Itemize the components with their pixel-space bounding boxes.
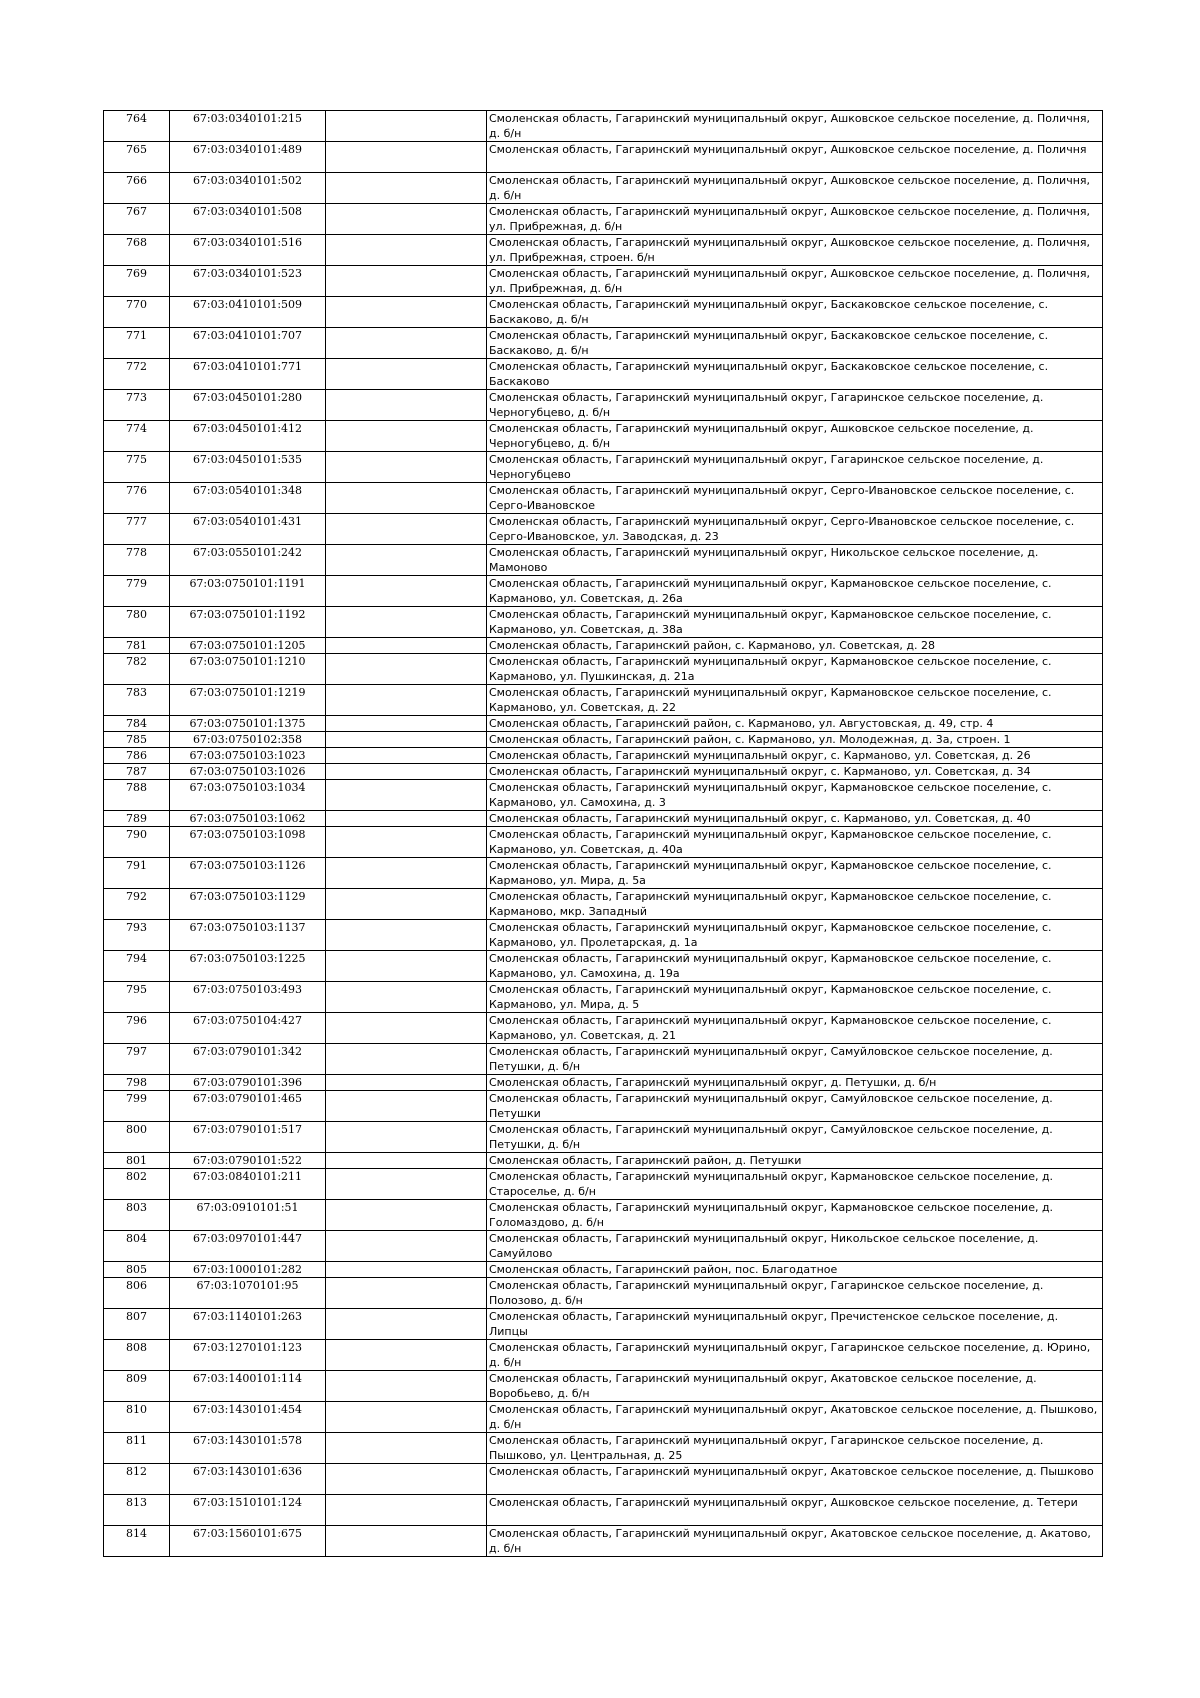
cadastral-number-cell: 67:03:0750103:1023 bbox=[170, 748, 326, 764]
empty-cell bbox=[326, 483, 487, 514]
empty-cell bbox=[326, 173, 487, 204]
row-number-cell: 783 bbox=[104, 685, 170, 716]
table-row bbox=[104, 1013, 1103, 1044]
cadastral-number-cell: 67:03:0410101:771 bbox=[170, 359, 326, 390]
table-row bbox=[104, 297, 1103, 328]
row-number-cell: 778 bbox=[104, 545, 170, 576]
address-cell: Смоленская область, Гагаринский муниципальный округ, Самуйловское сельское поселение, д. Петушки, д. б/н bbox=[487, 1122, 1103, 1153]
empty-cell bbox=[326, 421, 487, 452]
cadastral-number-cell: 67:03:0410101:509 bbox=[170, 297, 326, 328]
row-number-cell: 804 bbox=[104, 1231, 170, 1262]
empty-cell bbox=[326, 1402, 487, 1433]
empty-cell bbox=[326, 1153, 487, 1169]
table-row bbox=[104, 764, 1103, 780]
cadastral-number-cell: 67:03:0750101:1210 bbox=[170, 654, 326, 685]
address-cell: Смоленская область, Гагаринский район, с. Карманово, ул. Советская, д. 28 bbox=[487, 638, 1103, 654]
cadastral-number-cell: 67:03:0450101:412 bbox=[170, 421, 326, 452]
cadastral-number-cell: 67:03:0790101:342 bbox=[170, 1044, 326, 1075]
table-row bbox=[104, 1309, 1103, 1340]
table-row bbox=[104, 266, 1103, 297]
table-row bbox=[104, 421, 1103, 452]
empty-cell bbox=[326, 1122, 487, 1153]
address-cell: Смоленская область, Гагаринский муниципальный округ, с. Карманово, ул. Советская, д. 34 bbox=[487, 764, 1103, 780]
cadastral-number-cell: 67:03:0750101:1205 bbox=[170, 638, 326, 654]
row-number-cell: 788 bbox=[104, 780, 170, 811]
cadastral-table bbox=[103, 110, 1103, 1557]
empty-cell bbox=[326, 1231, 487, 1262]
empty-cell bbox=[326, 266, 487, 297]
table-row bbox=[104, 1200, 1103, 1231]
cadastral-number-cell: 67:03:0750103:1026 bbox=[170, 764, 326, 780]
address-cell: Смоленская область, Гагаринский муниципальный округ, Ашковское сельское поселение, д. Поличня, ул. Прибрежная, д. б/н bbox=[487, 204, 1103, 235]
empty-cell bbox=[326, 827, 487, 858]
empty-cell bbox=[326, 297, 487, 328]
address-cell: Смоленская область, Гагаринский муниципальный округ, Гагаринское сельское поселение, д. Пышково, ул. Центральная, д. 25 bbox=[487, 1433, 1103, 1464]
empty-cell bbox=[326, 748, 487, 764]
cadastral-number-cell: 67:03:0340101:502 bbox=[170, 173, 326, 204]
cadastral-number-cell: 67:03:0750103:1126 bbox=[170, 858, 326, 889]
empty-cell bbox=[326, 1262, 487, 1278]
table-row bbox=[104, 732, 1103, 748]
address-cell: Смоленская область, Гагаринский муниципальный округ, Акатовское сельское поселение, д. Пышково bbox=[487, 1464, 1103, 1495]
empty-cell bbox=[326, 328, 487, 359]
cadastral-number-cell: 67:03:0340101:508 bbox=[170, 204, 326, 235]
address-cell: Смоленская область, Гагаринский муниципальный округ, Ашковское сельское поселение, д. Поличня, ул. Прибрежная, д. б/н bbox=[487, 266, 1103, 297]
row-number-cell: 809 bbox=[104, 1371, 170, 1402]
row-number-cell: 767 bbox=[104, 204, 170, 235]
address-cell: Смоленская область, Гагаринский муниципальный округ, Гагаринское сельское поселение, д. Черногубцево, д. б/н bbox=[487, 390, 1103, 421]
row-number-cell: 785 bbox=[104, 732, 170, 748]
address-cell: Смоленская область, Гагаринский муниципальный округ, Баскаковское сельское поселение, с. Баскаково bbox=[487, 359, 1103, 390]
address-cell: Смоленская область, Гагаринский муниципальный округ, Ашковское сельское поселение, д. Поличня bbox=[487, 142, 1103, 173]
empty-cell bbox=[326, 1495, 487, 1526]
cadastral-number-cell: 67:03:1070101:95 bbox=[170, 1278, 326, 1309]
cadastral-number-cell: 67:03:0790101:517 bbox=[170, 1122, 326, 1153]
address-cell: Смоленская область, Гагаринский муниципальный округ, Ашковское сельское поселение, д. Тетери bbox=[487, 1495, 1103, 1526]
row-number-cell: 776 bbox=[104, 483, 170, 514]
cadastral-number-cell: 67:03:0790101:396 bbox=[170, 1075, 326, 1091]
row-number-cell: 782 bbox=[104, 654, 170, 685]
empty-cell bbox=[326, 654, 487, 685]
address-cell: Смоленская область, Гагаринский район, д. Петушки bbox=[487, 1153, 1103, 1169]
row-number-cell: 781 bbox=[104, 638, 170, 654]
cadastral-number-cell: 67:03:0340101:489 bbox=[170, 142, 326, 173]
cadastral-number-cell: 67:03:0750101:1375 bbox=[170, 716, 326, 732]
table-row bbox=[104, 920, 1103, 951]
address-cell: Смоленская область, Гагаринский муниципальный округ, с. Карманово, ул. Советская, д. 40 bbox=[487, 811, 1103, 827]
cadastral-number-cell: 67:03:0450101:535 bbox=[170, 452, 326, 483]
table-row bbox=[104, 514, 1103, 545]
table-row bbox=[104, 1075, 1103, 1091]
empty-cell bbox=[326, 359, 487, 390]
cadastral-number-cell: 67:03:0750103:1034 bbox=[170, 780, 326, 811]
address-cell: Смоленская область, Гагаринский муниципальный округ, Ашковское сельское поселение, д. Поличня, д. б/н bbox=[487, 173, 1103, 204]
table-row bbox=[104, 1340, 1103, 1371]
cadastral-number-cell: 67:03:0750104:427 bbox=[170, 1013, 326, 1044]
row-number-cell: 799 bbox=[104, 1091, 170, 1122]
cadastral-number-cell: 67:03:0540101:348 bbox=[170, 483, 326, 514]
empty-cell bbox=[326, 607, 487, 638]
empty-cell bbox=[326, 889, 487, 920]
cadastral-number-cell: 67:03:1430101:578 bbox=[170, 1433, 326, 1464]
address-cell: Смоленская область, Гагаринский муниципальный округ, Кармановское сельское поселение, с. Карманово, ул. Советская, д. 38а bbox=[487, 607, 1103, 638]
cadastral-number-cell: 67:03:0790101:522 bbox=[170, 1153, 326, 1169]
cadastral-number-cell: 67:03:0750103:1129 bbox=[170, 889, 326, 920]
row-number-cell: 772 bbox=[104, 359, 170, 390]
cadastral-number-cell: 67:03:0750101:1191 bbox=[170, 576, 326, 607]
address-cell: Смоленская область, Гагаринский муниципальный округ, Никольское сельское поселение, д. Самуйлово bbox=[487, 1231, 1103, 1262]
address-cell: Смоленская область, Гагаринский муниципальный округ, Кармановское сельское поселение, с. Карманово, ул. Пролетарская, д. 1а bbox=[487, 920, 1103, 951]
empty-cell bbox=[326, 1044, 487, 1075]
table-row bbox=[104, 1495, 1103, 1526]
table-row bbox=[104, 811, 1103, 827]
empty-cell bbox=[326, 1371, 487, 1402]
address-cell: Смоленская область, Гагаринский муниципальный округ, Серго-Ивановское сельское поселение, с. Серго-Ивановское, ул. Заводская, д. 23 bbox=[487, 514, 1103, 545]
cadastral-number-cell: 67:03:0750103:1137 bbox=[170, 920, 326, 951]
address-cell: Смоленская область, Гагаринский муниципальный округ, д. Петушки, д. б/н bbox=[487, 1075, 1103, 1091]
row-number-cell: 773 bbox=[104, 390, 170, 421]
address-cell: Смоленская область, Гагаринский район, с. Карманово, ул. Молодежная, д. 3а, строен. 1 bbox=[487, 732, 1103, 748]
empty-cell bbox=[326, 1200, 487, 1231]
address-cell: Смоленская область, Гагаринский муниципальный округ, Акатовское сельское поселение, д. Пышково, д. б/н bbox=[487, 1402, 1103, 1433]
row-number-cell: 764 bbox=[104, 111, 170, 142]
table-row bbox=[104, 1091, 1103, 1122]
table-row bbox=[104, 1526, 1103, 1557]
cadastral-number-cell: 67:03:0750103:1062 bbox=[170, 811, 326, 827]
table-row bbox=[104, 1402, 1103, 1433]
row-number-cell: 768 bbox=[104, 235, 170, 266]
address-cell: Смоленская область, Гагаринский муниципальный округ, Гагаринское сельское поселение, д. Полозово, д. б/н bbox=[487, 1278, 1103, 1309]
table-row bbox=[104, 1231, 1103, 1262]
empty-cell bbox=[326, 858, 487, 889]
row-number-cell: 766 bbox=[104, 173, 170, 204]
row-number-cell: 798 bbox=[104, 1075, 170, 1091]
address-cell: Смоленская область, Гагаринский муниципальный округ, Ашковское сельское поселение, д. Черногубцево, д. б/н bbox=[487, 421, 1103, 452]
address-cell: Смоленская область, Гагаринский муниципальный округ, Гагаринское сельское поселение, д. Черногубцево bbox=[487, 452, 1103, 483]
empty-cell bbox=[326, 951, 487, 982]
row-number-cell: 814 bbox=[104, 1526, 170, 1557]
row-number-cell: 791 bbox=[104, 858, 170, 889]
cadastral-number-cell: 67:03:1000101:282 bbox=[170, 1262, 326, 1278]
row-number-cell: 797 bbox=[104, 1044, 170, 1075]
empty-cell bbox=[326, 1526, 487, 1557]
row-number-cell: 779 bbox=[104, 576, 170, 607]
cadastral-number-cell: 67:03:0450101:280 bbox=[170, 390, 326, 421]
empty-cell bbox=[326, 811, 487, 827]
table-row bbox=[104, 1371, 1103, 1402]
address-cell: Смоленская область, Гагаринский муниципальный округ, Кармановское сельское поселение, д. Голомаздово, д. б/н bbox=[487, 1200, 1103, 1231]
table-row bbox=[104, 982, 1103, 1013]
empty-cell bbox=[326, 764, 487, 780]
address-cell: Смоленская область, Гагаринский муниципальный округ, Баскаковское сельское поселение, с. Баскаково, д. б/н bbox=[487, 297, 1103, 328]
row-number-cell: 793 bbox=[104, 920, 170, 951]
cadastral-number-cell: 67:03:0750103:493 bbox=[170, 982, 326, 1013]
empty-cell bbox=[326, 1309, 487, 1340]
empty-cell bbox=[326, 982, 487, 1013]
address-cell: Смоленская область, Гагаринский муниципальный округ, Ашковское сельское поселение, д. Поличня, ул. Прибрежная, строен. б/н bbox=[487, 235, 1103, 266]
address-cell: Смоленская область, Гагаринский район, пос. Благодатное bbox=[487, 1262, 1103, 1278]
cadastral-number-cell: 67:03:1510101:124 bbox=[170, 1495, 326, 1526]
address-cell: Смоленская область, Гагаринский муниципальный округ, Серго-Ивановское сельское поселение, с. Серго-Ивановское bbox=[487, 483, 1103, 514]
address-cell: Смоленская область, Гагаринский муниципальный округ, Кармановское сельское поселение, с. Карманово, ул. Самохина, д. 19а bbox=[487, 951, 1103, 982]
address-cell: Смоленская область, Гагаринский муниципальный округ, Никольское сельское поселение, д. Мамоново bbox=[487, 545, 1103, 576]
row-number-cell: 792 bbox=[104, 889, 170, 920]
table-row bbox=[104, 173, 1103, 204]
cadastral-number-cell: 67:03:0340101:215 bbox=[170, 111, 326, 142]
table-row bbox=[104, 858, 1103, 889]
row-number-cell: 794 bbox=[104, 951, 170, 982]
row-number-cell: 802 bbox=[104, 1169, 170, 1200]
address-cell: Смоленская область, Гагаринский муниципальный округ, с. Карманово, ул. Советская, д. 26 bbox=[487, 748, 1103, 764]
table-row bbox=[104, 748, 1103, 764]
cadastral-number-cell: 67:03:0790101:465 bbox=[170, 1091, 326, 1122]
table-row bbox=[104, 545, 1103, 576]
row-number-cell: 771 bbox=[104, 328, 170, 359]
table-row bbox=[104, 1262, 1103, 1278]
row-number-cell: 813 bbox=[104, 1495, 170, 1526]
address-cell: Смоленская область, Гагаринский муниципальный округ, Кармановское сельское поселение, с. Карманово, ул. Советская, д. 22 bbox=[487, 685, 1103, 716]
empty-cell bbox=[326, 1433, 487, 1464]
empty-cell bbox=[326, 204, 487, 235]
address-cell: Смоленская область, Гагаринский муниципальный округ, Акатовское сельское поселение, д. Акатово, д. б/н bbox=[487, 1526, 1103, 1557]
cadastral-number-cell: 67:03:0750101:1219 bbox=[170, 685, 326, 716]
table-row bbox=[104, 204, 1103, 235]
table-row bbox=[104, 235, 1103, 266]
table-row bbox=[104, 889, 1103, 920]
table-row bbox=[104, 452, 1103, 483]
row-number-cell: 812 bbox=[104, 1464, 170, 1495]
empty-cell bbox=[326, 1340, 487, 1371]
table-row bbox=[104, 951, 1103, 982]
row-number-cell: 769 bbox=[104, 266, 170, 297]
row-number-cell: 765 bbox=[104, 142, 170, 173]
row-number-cell: 784 bbox=[104, 716, 170, 732]
empty-cell bbox=[326, 452, 487, 483]
cadastral-number-cell: 67:03:0750103:1098 bbox=[170, 827, 326, 858]
address-cell: Смоленская область, Гагаринский муниципальный округ, Гагаринское сельское поселение, д. Юрино, д. б/н bbox=[487, 1340, 1103, 1371]
cadastral-number-cell: 67:03:0750102:358 bbox=[170, 732, 326, 748]
row-number-cell: 789 bbox=[104, 811, 170, 827]
cadastral-number-cell: 67:03:0750101:1192 bbox=[170, 607, 326, 638]
empty-cell bbox=[326, 142, 487, 173]
row-number-cell: 806 bbox=[104, 1278, 170, 1309]
table-row bbox=[104, 1122, 1103, 1153]
empty-cell bbox=[326, 1278, 487, 1309]
empty-cell bbox=[326, 732, 487, 748]
table-row bbox=[104, 638, 1103, 654]
row-number-cell: 780 bbox=[104, 607, 170, 638]
table-row bbox=[104, 483, 1103, 514]
row-number-cell: 808 bbox=[104, 1340, 170, 1371]
cadastral-number-cell: 67:03:0750103:1225 bbox=[170, 951, 326, 982]
cadastral-number-cell: 67:03:0410101:707 bbox=[170, 328, 326, 359]
empty-cell bbox=[326, 920, 487, 951]
row-number-cell: 774 bbox=[104, 421, 170, 452]
table-row bbox=[104, 1169, 1103, 1200]
table-row bbox=[104, 1153, 1103, 1169]
address-cell: Смоленская область, Гагаринский муниципальный округ, Кармановское сельское поселение, с. Карманово, мкр. Западный bbox=[487, 889, 1103, 920]
table-row bbox=[104, 390, 1103, 421]
row-number-cell: 790 bbox=[104, 827, 170, 858]
address-cell: Смоленская область, Гагаринский район, с. Карманово, ул. Августовская, д. 49, стр. 4 bbox=[487, 716, 1103, 732]
empty-cell bbox=[326, 780, 487, 811]
cadastral-number-cell: 67:03:0550101:242 bbox=[170, 545, 326, 576]
cadastral-number-cell: 67:03:0910101:51 bbox=[170, 1200, 326, 1231]
address-cell: Смоленская область, Гагаринский муниципальный округ, Самуйловское сельское поселение, д. Петушки, д. б/н bbox=[487, 1044, 1103, 1075]
empty-cell bbox=[326, 390, 487, 421]
table-row bbox=[104, 142, 1103, 173]
address-cell: Смоленская область, Гагаринский муниципальный округ, Кармановское сельское поселение, с. Карманово, ул. Пушкинская, д. 21а bbox=[487, 654, 1103, 685]
cadastral-number-cell: 67:03:0340101:523 bbox=[170, 266, 326, 297]
address-cell: Смоленская область, Гагаринский муниципальный округ, Баскаковское сельское поселение, с. Баскаково, д. б/н bbox=[487, 328, 1103, 359]
cadastral-number-cell: 67:03:1560101:675 bbox=[170, 1526, 326, 1557]
empty-cell bbox=[326, 235, 487, 266]
table-body bbox=[104, 111, 1103, 1557]
address-cell: Смоленская область, Гагаринский муниципальный округ, Кармановское сельское поселение, с. Карманово, ул. Мира, д. 5 bbox=[487, 982, 1103, 1013]
empty-cell bbox=[326, 685, 487, 716]
address-cell: Смоленская область, Гагаринский муниципальный округ, Кармановское сельское поселение, д. Староселье, д. б/н bbox=[487, 1169, 1103, 1200]
table-row bbox=[104, 1278, 1103, 1309]
table-row bbox=[104, 359, 1103, 390]
table-row bbox=[104, 780, 1103, 811]
row-number-cell: 795 bbox=[104, 982, 170, 1013]
table-row bbox=[104, 111, 1103, 142]
empty-cell bbox=[326, 111, 487, 142]
cadastral-number-cell: 67:03:0970101:447 bbox=[170, 1231, 326, 1262]
table-row bbox=[104, 607, 1103, 638]
address-cell: Смоленская область, Гагаринский муниципальный округ, Кармановское сельское поселение, с. Карманово, ул. Мира, д. 5а bbox=[487, 858, 1103, 889]
cadastral-number-cell: 67:03:1140101:263 bbox=[170, 1309, 326, 1340]
table-row bbox=[104, 654, 1103, 685]
row-number-cell: 801 bbox=[104, 1153, 170, 1169]
row-number-cell: 770 bbox=[104, 297, 170, 328]
empty-cell bbox=[326, 1013, 487, 1044]
cadastral-number-cell: 67:03:1270101:123 bbox=[170, 1340, 326, 1371]
cadastral-number-cell: 67:03:0840101:211 bbox=[170, 1169, 326, 1200]
row-number-cell: 796 bbox=[104, 1013, 170, 1044]
empty-cell bbox=[326, 638, 487, 654]
table-row bbox=[104, 1464, 1103, 1495]
row-number-cell: 803 bbox=[104, 1200, 170, 1231]
cadastral-number-cell: 67:03:0540101:431 bbox=[170, 514, 326, 545]
table-row bbox=[104, 1433, 1103, 1464]
address-cell: Смоленская область, Гагаринский муниципальный округ, Кармановское сельское поселение, с. Карманово, ул. Советская, д. 26а bbox=[487, 576, 1103, 607]
row-number-cell: 777 bbox=[104, 514, 170, 545]
cadastral-number-cell: 67:03:1400101:114 bbox=[170, 1371, 326, 1402]
empty-cell bbox=[326, 576, 487, 607]
row-number-cell: 811 bbox=[104, 1433, 170, 1464]
row-number-cell: 787 bbox=[104, 764, 170, 780]
row-number-cell: 800 bbox=[104, 1122, 170, 1153]
row-number-cell: 810 bbox=[104, 1402, 170, 1433]
row-number-cell: 805 bbox=[104, 1262, 170, 1278]
address-cell: Смоленская область, Гагаринский муниципальный округ, Кармановское сельское поселение, с. Карманово, ул. Самохина, д. 3 bbox=[487, 780, 1103, 811]
cadastral-number-cell: 67:03:1430101:454 bbox=[170, 1402, 326, 1433]
table-row bbox=[104, 328, 1103, 359]
empty-cell bbox=[326, 716, 487, 732]
table-row bbox=[104, 685, 1103, 716]
table-row bbox=[104, 827, 1103, 858]
table-row bbox=[104, 716, 1103, 732]
address-cell: Смоленская область, Гагаринский муниципальный округ, Самуйловское сельское поселение, д. Петушки bbox=[487, 1091, 1103, 1122]
empty-cell bbox=[326, 514, 487, 545]
row-number-cell: 775 bbox=[104, 452, 170, 483]
cadastral-number-cell: 67:03:0340101:516 bbox=[170, 235, 326, 266]
address-cell: Смоленская область, Гагаринский муниципальный округ, Пречистенское сельское поселение, д. Липцы bbox=[487, 1309, 1103, 1340]
empty-cell bbox=[326, 1464, 487, 1495]
cadastral-number-cell: 67:03:1430101:636 bbox=[170, 1464, 326, 1495]
address-cell: Смоленская область, Гагаринский муниципальный округ, Акатовское сельское поселение, д. Воробьево, д. б/н bbox=[487, 1371, 1103, 1402]
empty-cell bbox=[326, 1091, 487, 1122]
address-cell: Смоленская область, Гагаринский муниципальный округ, Ашковское сельское поселение, д. Поличня, д. б/н bbox=[487, 111, 1103, 142]
address-cell: Смоленская область, Гагаринский муниципальный округ, Кармановское сельское поселение, с. Карманово, ул. Советская, д. 40а bbox=[487, 827, 1103, 858]
address-cell: Смоленская область, Гагаринский муниципальный округ, Кармановское сельское поселение, с. Карманово, ул. Советская, д. 21 bbox=[487, 1013, 1103, 1044]
empty-cell bbox=[326, 1075, 487, 1091]
table-row bbox=[104, 576, 1103, 607]
empty-cell bbox=[326, 1169, 487, 1200]
row-number-cell: 807 bbox=[104, 1309, 170, 1340]
row-number-cell: 786 bbox=[104, 748, 170, 764]
table-row bbox=[104, 1044, 1103, 1075]
empty-cell bbox=[326, 545, 487, 576]
